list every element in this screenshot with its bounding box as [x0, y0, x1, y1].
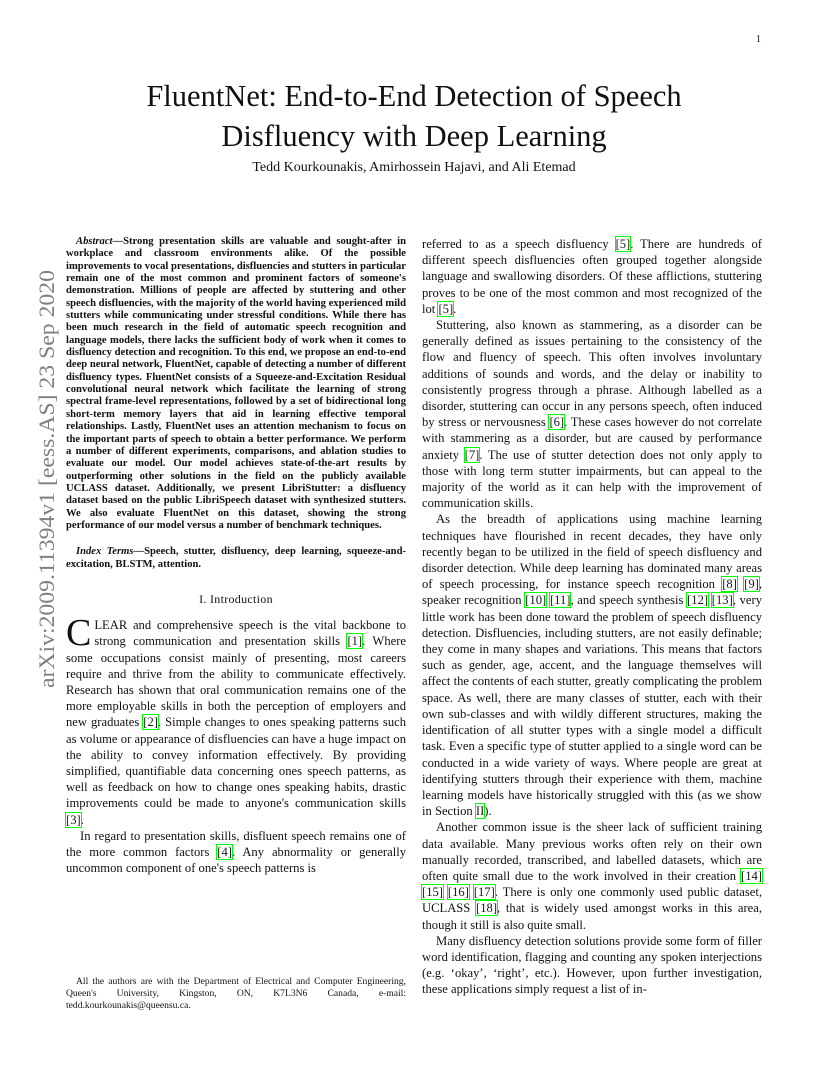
citation-link[interactable]: [7] [464, 447, 480, 462]
citation-link[interactable]: [14] [741, 868, 762, 883]
intro-text: . Simple changes to ones speaking patterns such as volume or appearance of disfluencies can have a huge impact on the ability to convey information effectively. By providing simplified, quantifiable data concerning ones speech patterns, as well as feedback on how to change ones speaking habits, drastic improvements could be made to anyone's communication skills [66, 715, 406, 811]
right-paragraph-5: Many disfluency detection solutions provide some form of filler word identification, flagging and counting any spoken interjections (e.g. ‘okay’, ‘right’, etc.). However, upon further investigation, these applications simply request a list of in- [422, 933, 762, 997]
intro-text: . Any abnormality or generally uncommon component of one's speech patterns is [66, 844, 406, 876]
citation-link[interactable]: [1] [347, 634, 363, 649]
intro-paragraph-2 [66, 828, 406, 877]
citation-link[interactable]: [15] [422, 885, 443, 900]
page-number: 1 [756, 34, 761, 45]
citation-link[interactable]: [10] [525, 593, 547, 608]
abstract [66, 236, 406, 532]
citation-link[interactable]: [17] [473, 885, 495, 900]
intro-paragraph-1 [66, 612, 406, 828]
citation-link[interactable]: [9] [744, 577, 759, 592]
citation-link[interactable]: [5] [438, 301, 454, 316]
abstract-text: Strong presentation skills are valuable and sought-after in workplace and classroom environments alike. Of the possible improvements to vocal presentations, disfluencies and stutters in particular remain one of the most common and prominent factors of someone's demonstration. Millions of people are affected by stuttering and other speech disfluencies, with the majority of the world having experienced mild stutters while communicating under stressful conditions. While there has been much research in the field of automatic speech recognition and language models, there lacks the sufficient body of work when it comes to disfluency detection and recognition. To this end, we propose an end-to-end deep neural network, FluentNet, capable of detecting a number of different disfluency types. FluentNet consists of a Squeeze-and-Excitation Residual convolutional neural network which facilitate the learning of strong spectral frame-level representations, followed by a set of bidirectional long short-term memory layers that aid in learning effective temporal relationships. Lastly, FluentNet uses an attention mechanism to focus on the important parts of speech to obtain a better performance. We perform a number of different experiments, comparisons, and ablation studies to evaluate our model. Our model achieves state-of-the-art results by outperforming other solutions in the field on the publicly available UCLASS dataset. Additionally, we present LibriStutter: a disfluency dataset based on the public LibriSpeech dataset with synthesized stutters. We also evaluate FluentNet on this dataset, showing the strong performance of our model versus a number of benchmark techniques. [66, 236, 406, 531]
right-column [422, 236, 762, 998]
index-terms-text: Speech, stutter, disfluency, deep learning, squeeze-and-excitation, BLSTM, attention. [66, 546, 406, 570]
right-paragraph-4: Another common issue is the sheer lack of sufficient training data available. Many previous works often rely on their own manually recorded, transcribed, and labelled datasets, which are often quite small due to the work involved in their creation [14] [15] [16] [17]. There is only one commonly used public dataset, UCLASS [18], that is widely used amongst works in this area, though it still is also quite small. [422, 820, 762, 932]
section-link[interactable]: II [475, 804, 485, 819]
left-column [66, 236, 406, 876]
right-paragraph-2: Stuttering, also known as stammering, as a disorder can be generally defined as issues pertaining to the consistency of the flow and fluency of speech. This often involves involuntary additions of sounds and words, and the delay or inability to consistently progress through a phrase. Although labelled as a disorder, stuttering can occur in any persons speech, often induced by stress or nervousness [6]. These cases however do not correlate with stammering as a disorder, but are caused by performance anxiety [7]. The use of stutter detection does not only apply to those with long term stutter impairments, but can appeal to the majority of the world as it can help with the improvement of communication skills. [422, 318, 763, 511]
citation-link[interactable]: [4] [217, 844, 232, 859]
intro-text: . Where some occupations consist mainly of presenting, most careers require and thrive from the ability to communicate effectively. Research has shown that oral communication remains one of the more employable skills in both the perception of employers and new graduates [66, 634, 406, 730]
citation-link[interactable]: [12] [687, 593, 709, 608]
citation-link[interactable]: [6] [549, 415, 565, 430]
section-heading: I. Introduction [199, 591, 273, 606]
index-terms-lead: Index Terms— [76, 546, 145, 558]
arxiv-stamp [20, 268, 66, 688]
citation-link[interactable]: [11] [549, 593, 571, 608]
citation-link[interactable]: [13] [711, 593, 733, 608]
citation-link[interactable]: [5] [615, 237, 631, 251]
right-paragraph-1: referred to as a speech disfluency [5]. There are hundreds of different speech disfluencies often grouped together alongside language and swallowing disorders. Of these afflictions, stuttering proves to be one of the most common and most recognized of the lot [5]. [422, 237, 762, 316]
paper-title [90, 76, 738, 156]
footnote: All the authors are with the Department of Electrical and Computer Engineering, Queen's University, Kingston, ON, K7L3N6 Canada, e-mail: tedd.kourkounakis@queensu.ca. [66, 976, 406, 1011]
citation-link[interactable]: [18] [476, 901, 498, 916]
intro-text: LEAR and comprehensive speech is the vital backbone to strong communication and presentation skills [94, 618, 406, 649]
authors: Tedd Kourkounakis, Amirhossein Hajavi, and Ali Etemad [252, 160, 576, 175]
title-line-1: FluentNet: End-to-End Detection of Speech [146, 79, 682, 113]
citation-link[interactable]: [2] [143, 715, 158, 730]
title-line-2: Disfluency with Deep Learning [221, 119, 607, 153]
drop-cap: C [66, 612, 92, 655]
abstract-lead: Abstract— [76, 236, 124, 247]
citation-link[interactable]: [8] [722, 577, 737, 592]
right-paragraph-3: As the breadth of applications using machine learning techniques have flourished in recent decades, they have only recently began to be utilized in the field of speech disfluency and disorder detection. While deep learning has dominated many areas of speech processing, for instance speech recognition [8] [9], speaker recognition [10] [11], and speech synthesis [12] [13], very little work has been done toward the problem of speech disfluency detection. Disfluencies, including stutters, are not easily definable; they come in many shapes and variations. This means that factors such as gender, age, accent, and the language themselves will affect the contents of each stutter, greatly complicating the problem space. As well, there are many classes of stutter, each with their own sub-classes and with wildly different structures, making the identification of all stutter types with a single model a difficult task. Even a specific type of stutter applied to a single word can be conducted in a wide variety of ways. Where people are great at identifying stutters through their experience with them, machine learning models have historically struggled with this (as we show in Section II). [422, 512, 763, 819]
intro-text: . [80, 812, 84, 827]
index-terms [66, 546, 406, 571]
intro-text: In regard to presentation skills, disfluent speech remains one of the more common factors [66, 828, 406, 859]
citation-link[interactable]: [16] [447, 885, 469, 900]
arxiv-stamp-text: arXiv:2009.11394v1 [eess.AS] 23 Sep 2020 [34, 291, 59, 688]
citation-link[interactable]: [3] [66, 812, 81, 827]
